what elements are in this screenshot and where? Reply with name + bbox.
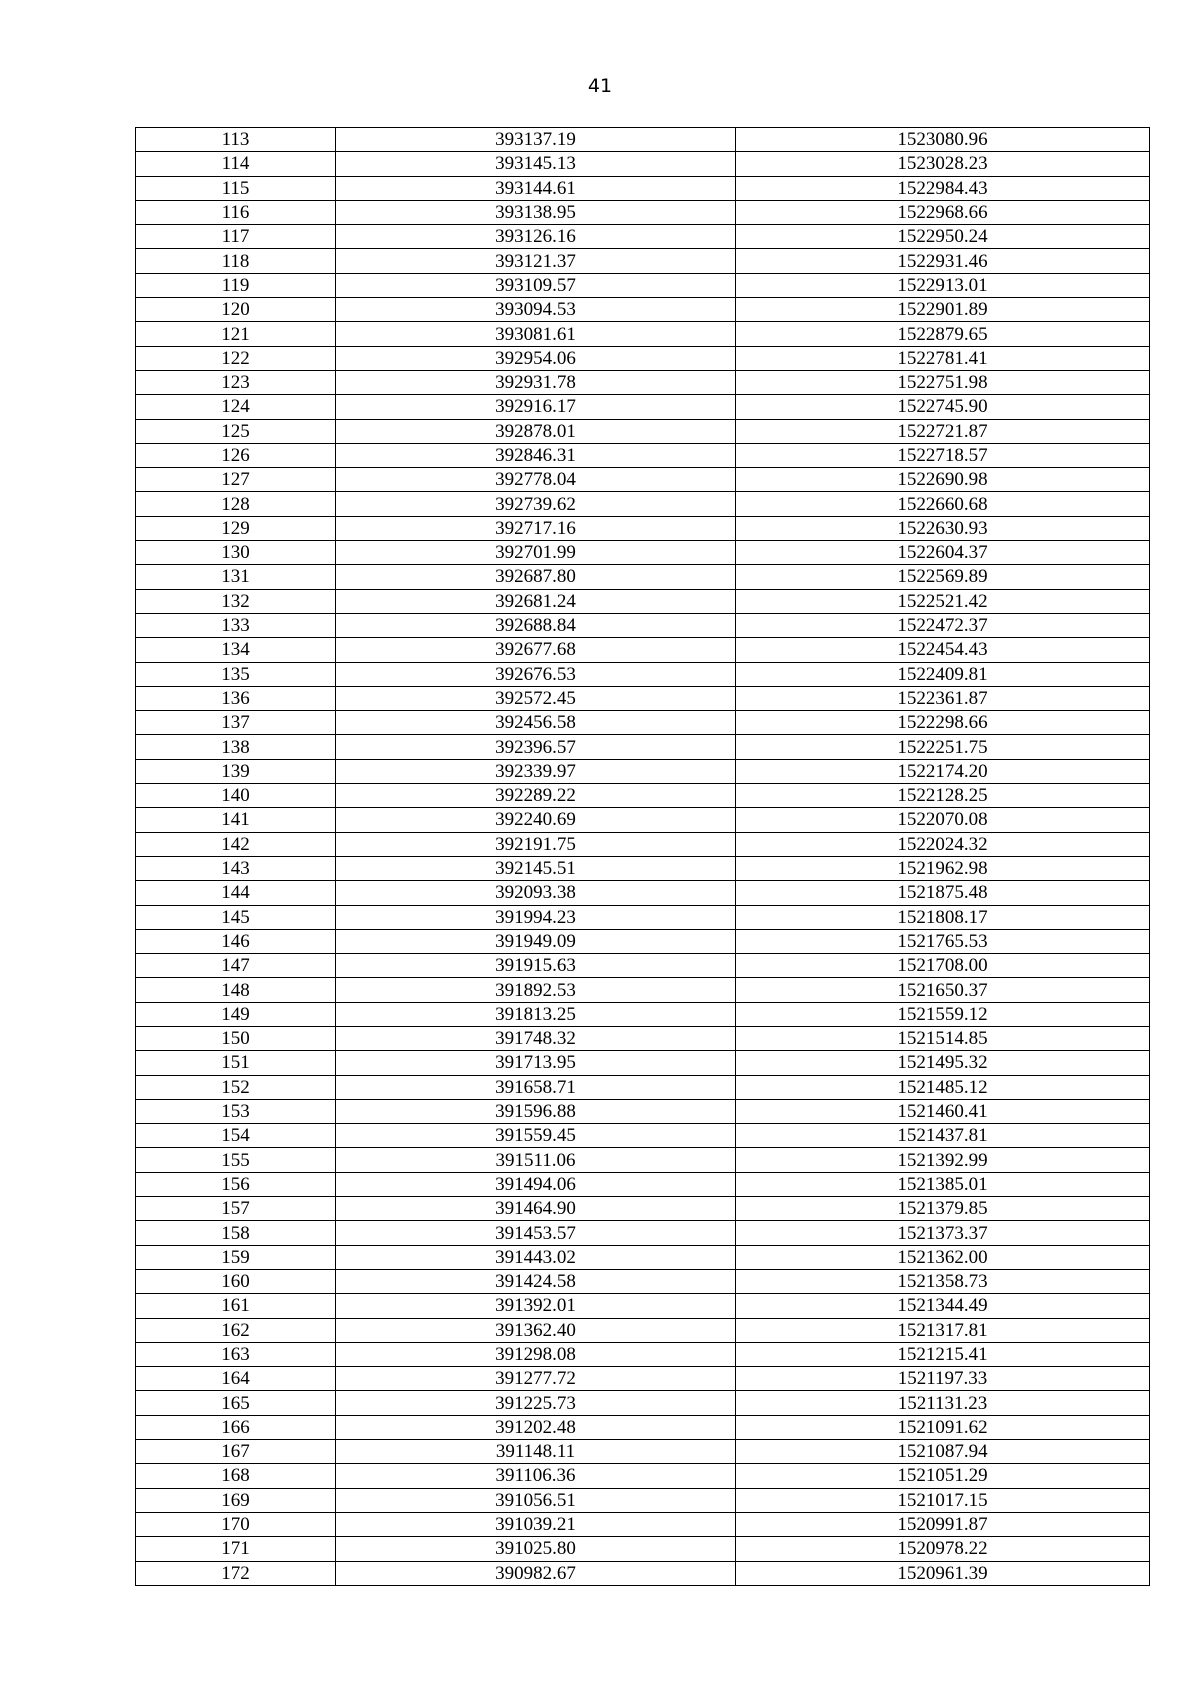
point-number-cell: 158: [136, 1221, 336, 1245]
point-number-cell: 161: [136, 1294, 336, 1318]
x-coordinate-cell: 391813.25: [336, 1002, 736, 1026]
y-coordinate-cell: 1522984.43: [736, 176, 1150, 200]
x-coordinate-cell: 391994.23: [336, 905, 736, 929]
point-number-cell: 156: [136, 1172, 336, 1196]
x-coordinate-cell: 392878.01: [336, 419, 736, 443]
x-coordinate-cell: 392339.97: [336, 759, 736, 783]
y-coordinate-cell: 1522690.98: [736, 468, 1150, 492]
table-row: [136, 784, 1150, 808]
y-coordinate-cell: 1522521.42: [736, 589, 1150, 613]
x-coordinate-cell: 391443.02: [336, 1245, 736, 1269]
x-coordinate-cell: 391511.06: [336, 1148, 736, 1172]
table-row: [136, 711, 1150, 735]
table-row: [136, 565, 1150, 589]
y-coordinate-cell: 1521017.15: [736, 1488, 1150, 1512]
x-coordinate-cell: 392093.38: [336, 881, 736, 905]
x-coordinate-cell: 393144.61: [336, 176, 736, 200]
y-coordinate-cell: 1520991.87: [736, 1512, 1150, 1536]
y-coordinate-cell: 1522251.75: [736, 735, 1150, 759]
point-number-cell: 121: [136, 322, 336, 346]
point-number-cell: 131: [136, 565, 336, 589]
x-coordinate-cell: 391298.08: [336, 1342, 736, 1366]
y-coordinate-cell: 1521962.98: [736, 856, 1150, 880]
point-number-cell: 145: [136, 905, 336, 929]
x-coordinate-cell: 390982.67: [336, 1561, 736, 1585]
y-coordinate-cell: 1522913.01: [736, 273, 1150, 297]
table-row: [136, 1124, 1150, 1148]
x-coordinate-cell: 391148.11: [336, 1440, 736, 1464]
table-row: [136, 929, 1150, 953]
table-row: [136, 1415, 1150, 1439]
y-coordinate-cell: 1523028.23: [736, 152, 1150, 176]
x-coordinate-cell: 393109.57: [336, 273, 736, 297]
page-number: 41: [587, 75, 613, 97]
point-number-cell: 143: [136, 856, 336, 880]
point-number-cell: 146: [136, 929, 336, 953]
table-row: [136, 322, 1150, 346]
x-coordinate-cell: 391392.01: [336, 1294, 736, 1318]
table-row: [136, 516, 1150, 540]
point-number-cell: 159: [136, 1245, 336, 1269]
coordinates-table-body: [136, 128, 1150, 1586]
point-number-cell: 115: [136, 176, 336, 200]
table-row: [136, 541, 1150, 565]
x-coordinate-cell: 393081.61: [336, 322, 736, 346]
point-number-cell: 148: [136, 978, 336, 1002]
table-row: [136, 759, 1150, 783]
point-number-cell: 127: [136, 468, 336, 492]
y-coordinate-cell: 1522660.68: [736, 492, 1150, 516]
table-row: [136, 1561, 1150, 1585]
y-coordinate-cell: 1522472.37: [736, 613, 1150, 637]
table-row: [136, 638, 1150, 662]
y-coordinate-cell: 1521091.62: [736, 1415, 1150, 1439]
y-coordinate-cell: 1521875.48: [736, 881, 1150, 905]
y-coordinate-cell: 1521362.00: [736, 1245, 1150, 1269]
y-coordinate-cell: 1522721.87: [736, 419, 1150, 443]
table-row: [136, 1051, 1150, 1075]
y-coordinate-cell: 1520978.22: [736, 1537, 1150, 1561]
point-number-cell: 132: [136, 589, 336, 613]
point-number-cell: 157: [136, 1197, 336, 1221]
table-row: [136, 492, 1150, 516]
table-row: [136, 1391, 1150, 1415]
table-row: [136, 954, 1150, 978]
x-coordinate-cell: 393094.53: [336, 298, 736, 322]
point-number-cell: 138: [136, 735, 336, 759]
point-number-cell: 171: [136, 1537, 336, 1561]
y-coordinate-cell: 1521392.99: [736, 1148, 1150, 1172]
y-coordinate-cell: 1522174.20: [736, 759, 1150, 783]
table-row: [136, 881, 1150, 905]
x-coordinate-cell: 391453.57: [336, 1221, 736, 1245]
table-row: [136, 1440, 1150, 1464]
point-number-cell: 141: [136, 808, 336, 832]
table-row: [136, 1197, 1150, 1221]
point-number-cell: 120: [136, 298, 336, 322]
y-coordinate-cell: 1521650.37: [736, 978, 1150, 1002]
coordinates-table: [135, 127, 1150, 1586]
point-number-cell: 124: [136, 395, 336, 419]
point-number-cell: 125: [136, 419, 336, 443]
point-number-cell: 165: [136, 1391, 336, 1415]
point-number-cell: 137: [136, 711, 336, 735]
y-coordinate-cell: 1522745.90: [736, 395, 1150, 419]
y-coordinate-cell: 1522604.37: [736, 541, 1150, 565]
point-number-cell: 142: [136, 832, 336, 856]
x-coordinate-cell: 393138.95: [336, 200, 736, 224]
table-row: [136, 1512, 1150, 1536]
x-coordinate-cell: 391202.48: [336, 1415, 736, 1439]
y-coordinate-cell: 1522968.66: [736, 200, 1150, 224]
y-coordinate-cell: 1522128.25: [736, 784, 1150, 808]
table-row: [136, 176, 1150, 200]
point-number-cell: 126: [136, 443, 336, 467]
x-coordinate-cell: 391949.09: [336, 929, 736, 953]
point-number-cell: 135: [136, 662, 336, 686]
point-number-cell: 153: [136, 1099, 336, 1123]
point-number-cell: 167: [136, 1440, 336, 1464]
y-coordinate-cell: 1520961.39: [736, 1561, 1150, 1585]
x-coordinate-cell: 391025.80: [336, 1537, 736, 1561]
x-coordinate-cell: 392240.69: [336, 808, 736, 832]
point-number-cell: 119: [136, 273, 336, 297]
x-coordinate-cell: 391225.73: [336, 1391, 736, 1415]
table-row: [136, 735, 1150, 759]
x-coordinate-cell: 391362.40: [336, 1318, 736, 1342]
y-coordinate-cell: 1522454.43: [736, 638, 1150, 662]
y-coordinate-cell: 1521131.23: [736, 1391, 1150, 1415]
table-row: [136, 1002, 1150, 1026]
x-coordinate-cell: 391713.95: [336, 1051, 736, 1075]
x-coordinate-cell: 393126.16: [336, 225, 736, 249]
point-number-cell: 133: [136, 613, 336, 637]
point-number-cell: 113: [136, 128, 336, 152]
point-number-cell: 169: [136, 1488, 336, 1512]
y-coordinate-cell: 1521437.81: [736, 1124, 1150, 1148]
x-coordinate-cell: 392688.84: [336, 613, 736, 637]
y-coordinate-cell: 1522931.46: [736, 249, 1150, 273]
table-row: [136, 1488, 1150, 1512]
table-row: [136, 1148, 1150, 1172]
table-row: [136, 1221, 1150, 1245]
point-number-cell: 154: [136, 1124, 336, 1148]
y-coordinate-cell: 1523080.96: [736, 128, 1150, 152]
point-number-cell: 117: [136, 225, 336, 249]
x-coordinate-cell: 393145.13: [336, 152, 736, 176]
table-row: [136, 419, 1150, 443]
table-row: [136, 808, 1150, 832]
y-coordinate-cell: 1521514.85: [736, 1026, 1150, 1050]
table-row: [136, 905, 1150, 929]
y-coordinate-cell: 1521808.17: [736, 905, 1150, 929]
point-number-cell: 163: [136, 1342, 336, 1366]
y-coordinate-cell: 1522901.89: [736, 298, 1150, 322]
y-coordinate-cell: 1521385.01: [736, 1172, 1150, 1196]
x-coordinate-cell: 392916.17: [336, 395, 736, 419]
point-number-cell: 166: [136, 1415, 336, 1439]
table-row: [136, 1537, 1150, 1561]
table-row: [136, 249, 1150, 273]
y-coordinate-cell: 1521344.49: [736, 1294, 1150, 1318]
x-coordinate-cell: 392677.68: [336, 638, 736, 662]
x-coordinate-cell: 392931.78: [336, 370, 736, 394]
y-coordinate-cell: 1521373.37: [736, 1221, 1150, 1245]
x-coordinate-cell: 392701.99: [336, 541, 736, 565]
point-number-cell: 139: [136, 759, 336, 783]
y-coordinate-cell: 1522718.57: [736, 443, 1150, 467]
table-row: [136, 200, 1150, 224]
table-row: [136, 1245, 1150, 1269]
y-coordinate-cell: 1521317.81: [736, 1318, 1150, 1342]
y-coordinate-cell: 1521051.29: [736, 1464, 1150, 1488]
table-row: [136, 395, 1150, 419]
point-number-cell: 130: [136, 541, 336, 565]
table-row: [136, 1269, 1150, 1293]
point-number-cell: 170: [136, 1512, 336, 1536]
point-number-cell: 150: [136, 1026, 336, 1050]
table-row: [136, 613, 1150, 637]
table-row: [136, 273, 1150, 297]
point-number-cell: 134: [136, 638, 336, 662]
x-coordinate-cell: 391277.72: [336, 1367, 736, 1391]
table-row: [136, 128, 1150, 152]
y-coordinate-cell: 1521379.85: [736, 1197, 1150, 1221]
point-number-cell: 140: [136, 784, 336, 808]
point-number-cell: 160: [136, 1269, 336, 1293]
point-number-cell: 149: [136, 1002, 336, 1026]
table-row: [136, 1099, 1150, 1123]
x-coordinate-cell: 392687.80: [336, 565, 736, 589]
y-coordinate-cell: 1521197.33: [736, 1367, 1150, 1391]
y-coordinate-cell: 1521215.41: [736, 1342, 1150, 1366]
x-coordinate-cell: 391559.45: [336, 1124, 736, 1148]
x-coordinate-cell: 392396.57: [336, 735, 736, 759]
point-number-cell: 152: [136, 1075, 336, 1099]
y-coordinate-cell: 1522070.08: [736, 808, 1150, 832]
table-row: [136, 346, 1150, 370]
point-number-cell: 128: [136, 492, 336, 516]
x-coordinate-cell: 391039.21: [336, 1512, 736, 1536]
point-number-cell: 168: [136, 1464, 336, 1488]
x-coordinate-cell: 391596.88: [336, 1099, 736, 1123]
table-row: [136, 298, 1150, 322]
x-coordinate-cell: 392676.53: [336, 662, 736, 686]
point-number-cell: 155: [136, 1148, 336, 1172]
y-coordinate-cell: 1521559.12: [736, 1002, 1150, 1026]
point-number-cell: 147: [136, 954, 336, 978]
x-coordinate-cell: 392717.16: [336, 516, 736, 540]
x-coordinate-cell: 392191.75: [336, 832, 736, 856]
point-number-cell: 144: [136, 881, 336, 905]
table-row: [136, 152, 1150, 176]
table-row: [136, 468, 1150, 492]
y-coordinate-cell: 1521087.94: [736, 1440, 1150, 1464]
x-coordinate-cell: 393121.37: [336, 249, 736, 273]
x-coordinate-cell: 391915.63: [336, 954, 736, 978]
x-coordinate-cell: 392739.62: [336, 492, 736, 516]
y-coordinate-cell: 1522298.66: [736, 711, 1150, 735]
x-coordinate-cell: 391658.71: [336, 1075, 736, 1099]
y-coordinate-cell: 1521708.00: [736, 954, 1150, 978]
y-coordinate-cell: 1522361.87: [736, 686, 1150, 710]
x-coordinate-cell: 392846.31: [336, 443, 736, 467]
y-coordinate-cell: 1522630.93: [736, 516, 1150, 540]
table-row: [136, 589, 1150, 613]
table-row: [136, 978, 1150, 1002]
table-row: [136, 1367, 1150, 1391]
y-coordinate-cell: 1522409.81: [736, 662, 1150, 686]
x-coordinate-cell: 391748.32: [336, 1026, 736, 1050]
point-number-cell: 164: [136, 1367, 336, 1391]
table-row: [136, 1294, 1150, 1318]
point-number-cell: 122: [136, 346, 336, 370]
table-row: [136, 832, 1150, 856]
table-row: [136, 370, 1150, 394]
y-coordinate-cell: 1522751.98: [736, 370, 1150, 394]
point-number-cell: 129: [136, 516, 336, 540]
table-row: [136, 1318, 1150, 1342]
point-number-cell: 118: [136, 249, 336, 273]
point-number-cell: 162: [136, 1318, 336, 1342]
point-number-cell: 116: [136, 200, 336, 224]
table-row: [136, 1026, 1150, 1050]
y-coordinate-cell: 1522781.41: [736, 346, 1150, 370]
x-coordinate-cell: 391106.36: [336, 1464, 736, 1488]
table-row: [136, 856, 1150, 880]
y-coordinate-cell: 1521460.41: [736, 1099, 1150, 1123]
table-row: [136, 1075, 1150, 1099]
y-coordinate-cell: 1522950.24: [736, 225, 1150, 249]
table-row: [136, 1464, 1150, 1488]
point-number-cell: 136: [136, 686, 336, 710]
table-row: [136, 1172, 1150, 1196]
y-coordinate-cell: 1521485.12: [736, 1075, 1150, 1099]
x-coordinate-cell: 392289.22: [336, 784, 736, 808]
x-coordinate-cell: 392681.24: [336, 589, 736, 613]
y-coordinate-cell: 1522569.89: [736, 565, 1150, 589]
table-row: [136, 686, 1150, 710]
x-coordinate-cell: 391424.58: [336, 1269, 736, 1293]
x-coordinate-cell: 391056.51: [336, 1488, 736, 1512]
y-coordinate-cell: 1522024.32: [736, 832, 1150, 856]
x-coordinate-cell: 393137.19: [336, 128, 736, 152]
y-coordinate-cell: 1521765.53: [736, 929, 1150, 953]
point-number-cell: 114: [136, 152, 336, 176]
y-coordinate-cell: 1521358.73: [736, 1269, 1150, 1293]
x-coordinate-cell: 392954.06: [336, 346, 736, 370]
x-coordinate-cell: 391892.53: [336, 978, 736, 1002]
x-coordinate-cell: 391464.90: [336, 1197, 736, 1221]
point-number-cell: 123: [136, 370, 336, 394]
y-coordinate-cell: 1521495.32: [736, 1051, 1150, 1075]
table-row: [136, 1342, 1150, 1366]
table-row: [136, 225, 1150, 249]
x-coordinate-cell: 392456.58: [336, 711, 736, 735]
x-coordinate-cell: 392572.45: [336, 686, 736, 710]
x-coordinate-cell: 391494.06: [336, 1172, 736, 1196]
table-row: [136, 443, 1150, 467]
y-coordinate-cell: 1522879.65: [736, 322, 1150, 346]
x-coordinate-cell: 392778.04: [336, 468, 736, 492]
x-coordinate-cell: 392145.51: [336, 856, 736, 880]
table-row: [136, 662, 1150, 686]
point-number-cell: 172: [136, 1561, 336, 1585]
point-number-cell: 151: [136, 1051, 336, 1075]
